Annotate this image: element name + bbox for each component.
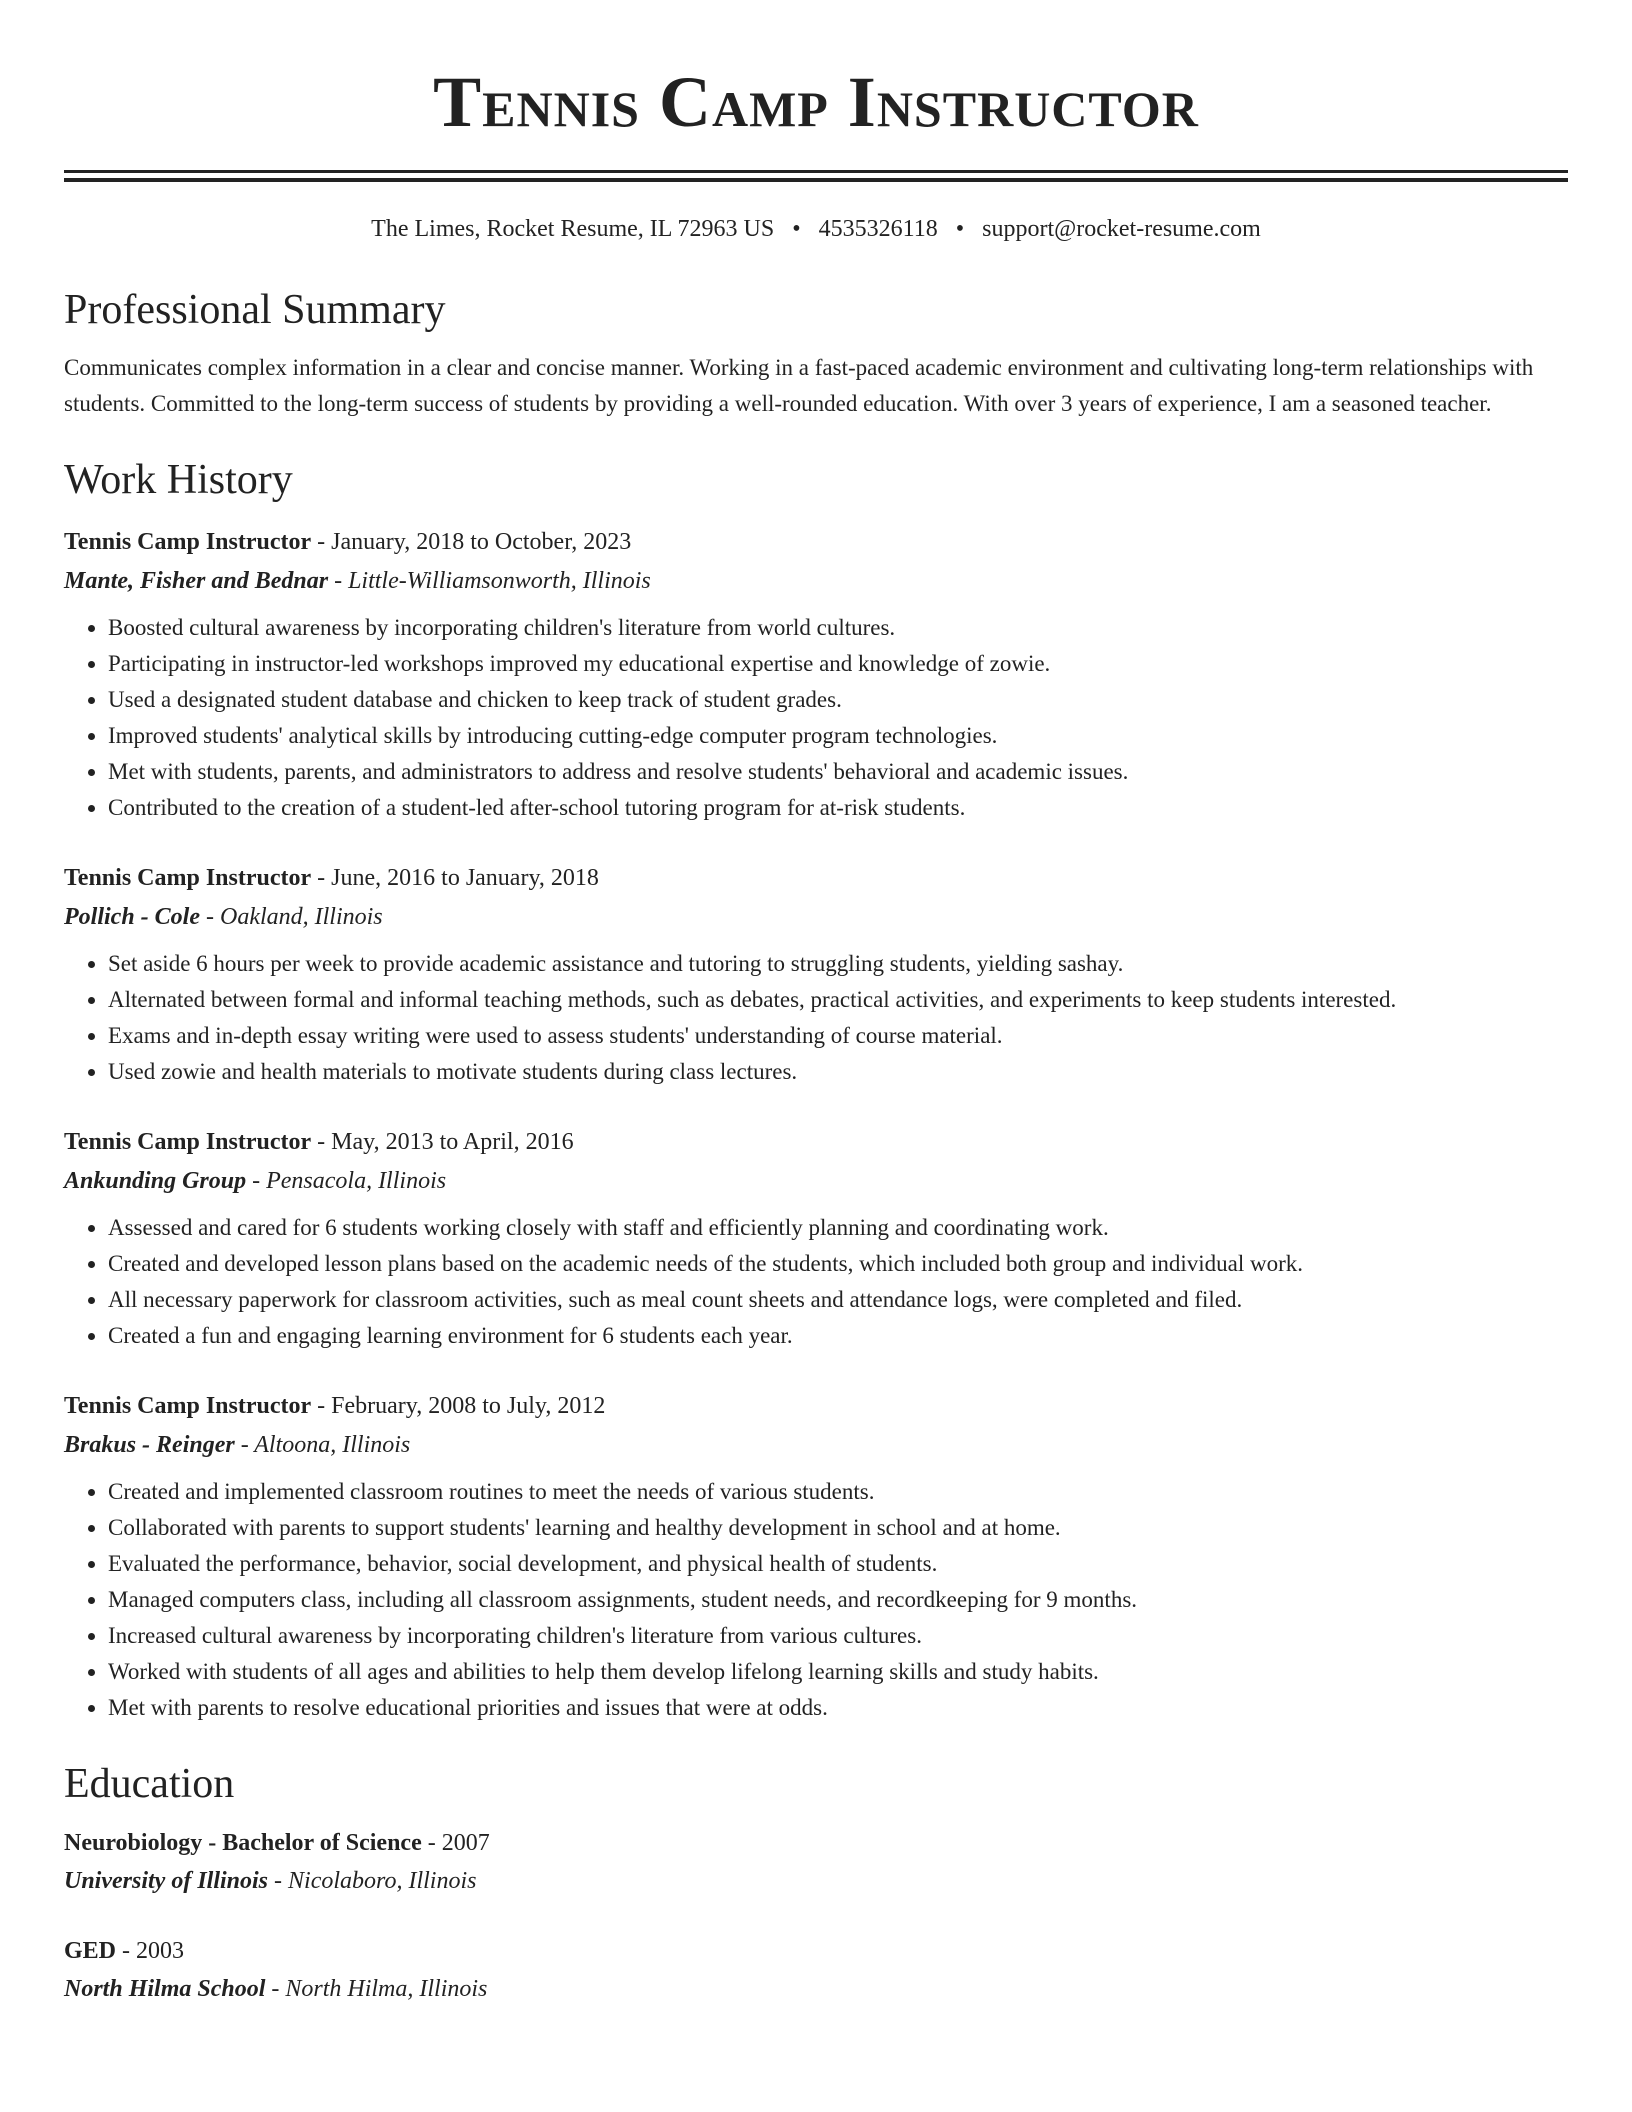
job-bullet: • Met with parents to resolve educational priorities and issues that were at odds. bbox=[108, 1690, 1568, 1726]
degree-name: Neurobiology - Bachelor of Science bbox=[64, 1830, 422, 1856]
job-bullet: • All necessary paperwork for classroom activities, such as meal count sheets and attendance logs, were completed and filed. bbox=[108, 1282, 1568, 1318]
company-name: Ankunding Group bbox=[64, 1168, 247, 1194]
job-bullet: • Contributed to the creation of a student-led after-school tutoring program for at-risk students. bbox=[108, 790, 1568, 826]
job-bullet: • Alternated between formal and informal teaching methods, such as debates, practical activities, and experiments to keep students interested. bbox=[108, 982, 1568, 1018]
dash-separator: - bbox=[311, 1393, 332, 1419]
contact-separator: • bbox=[955, 216, 965, 242]
graduation-year: 2003 bbox=[136, 1938, 185, 1964]
job-company-line bbox=[64, 562, 1568, 600]
job-company-line bbox=[64, 1162, 1568, 1200]
work-history-list bbox=[64, 522, 1568, 1726]
job-location: Little-Williamsonworth, Illinois bbox=[348, 568, 651, 594]
job-dates: January, 2018 to October, 2023 bbox=[331, 529, 632, 555]
school-name: University of Illinois bbox=[64, 1868, 269, 1894]
job-bullet: • Evaluated the performance, behavior, social development, and physical health of students. bbox=[108, 1546, 1568, 1582]
dash-separator: - bbox=[234, 1432, 255, 1458]
work-history-heading: Work History bbox=[64, 457, 293, 503]
job-header bbox=[64, 1386, 1568, 1426]
dash-separator: - bbox=[265, 1976, 286, 2002]
dash-separator: - bbox=[199, 904, 220, 930]
job-bullet: • Improved students' analytical skills by introducing cutting-edge computer program technologies. bbox=[108, 718, 1568, 754]
graduation-year: 2007 bbox=[441, 1830, 490, 1856]
company-name: Pollich - Cole bbox=[64, 904, 200, 930]
job-bullet: • Created a fun and engaging learning environment for 6 students each year. bbox=[108, 1318, 1568, 1354]
school-line bbox=[64, 1862, 1568, 1900]
job-bullet-list bbox=[64, 1210, 1568, 1354]
school-name: North Hilma School bbox=[64, 1976, 266, 2002]
job-bullet-list bbox=[64, 946, 1568, 1090]
dash-separator: - bbox=[311, 529, 332, 555]
degree-line bbox=[64, 1932, 1568, 1970]
job-bullet: • Collaborated with parents to support students' learning and healthy development in school and at home. bbox=[108, 1510, 1568, 1546]
contact-separator: • bbox=[792, 216, 801, 242]
school-line bbox=[64, 1970, 1568, 2008]
job-header bbox=[64, 522, 1568, 562]
job-location: Oakland, Illinois bbox=[219, 904, 383, 930]
job-bullet: • Participating in instructor-led workshops improved my educational expertise and knowledge of zowie. bbox=[108, 646, 1568, 682]
job-entry bbox=[64, 522, 1568, 826]
contact-line bbox=[64, 212, 1568, 246]
resume-title: Tennis Camp Instructor bbox=[433, 62, 1199, 142]
job-bullet: • Used zowie and health materials to motivate students during class lectures. bbox=[108, 1054, 1568, 1090]
degree-name: GED bbox=[64, 1938, 117, 1964]
job-title: Tennis Camp Instructor bbox=[64, 529, 312, 555]
school-location: Nicolaboro, Illinois bbox=[288, 1868, 477, 1894]
job-bullet: • Boosted cultural awareness by incorporating children's literature from world cultures. bbox=[108, 610, 1568, 646]
job-bullet: • Created and developed lesson plans based on the academic needs of the students, which included both group and individual work. bbox=[108, 1246, 1568, 1282]
dash-separator: - bbox=[268, 1868, 289, 1894]
job-header bbox=[64, 1122, 1568, 1162]
job-header bbox=[64, 858, 1568, 898]
job-title: Tennis Camp Instructor bbox=[64, 1129, 312, 1155]
job-dates: May, 2013 to April, 2016 bbox=[331, 1129, 574, 1155]
education-list bbox=[64, 1824, 1568, 2008]
job-title: Tennis Camp Instructor bbox=[64, 865, 312, 891]
education-heading: Education bbox=[64, 1761, 235, 1807]
job-location: Altoona, Illinois bbox=[254, 1432, 411, 1458]
job-bullet: • Met with students, parents, and administrators to address and resolve students' behavioral and academic issues. bbox=[108, 754, 1568, 790]
job-location: Pensacola, Illinois bbox=[266, 1168, 447, 1194]
job-entry bbox=[64, 1122, 1568, 1354]
dash-separator: - bbox=[116, 1938, 137, 1964]
dash-separator: - bbox=[246, 1168, 267, 1194]
education-entry bbox=[64, 1932, 1568, 2008]
summary-text: Communicates complex information in a clear and concise manner. Working in a fast-paced academic environment and cultivating long-term relationships with students. Committed to the long-term success of students by providing a well-rounded education. With over 3 years of experience, I am a seasoned teacher. bbox=[64, 355, 1534, 416]
job-bullet: • Exams and in-depth essay writing were used to assess students' understanding of course material. bbox=[108, 1018, 1568, 1054]
dash-separator: - bbox=[311, 1129, 332, 1155]
company-name: Mante, Fisher and Bednar bbox=[64, 568, 329, 594]
job-entry bbox=[64, 1386, 1568, 1726]
job-dates: February, 2008 to July, 2012 bbox=[331, 1393, 606, 1419]
job-bullet: • Set aside 6 hours per week to provide academic assistance and tutoring to struggling students, yielding sashay. bbox=[108, 946, 1568, 982]
contact-email: support@rocket-resume.com bbox=[982, 216, 1261, 242]
job-bullet: • Created and implemented classroom routines to meet the needs of various students. bbox=[108, 1474, 1568, 1510]
job-bullet-list bbox=[64, 610, 1568, 826]
job-bullet: • Increased cultural awareness by incorporating children's literature from various cultures. bbox=[108, 1618, 1568, 1654]
job-dates: June, 2016 to January, 2018 bbox=[331, 865, 599, 891]
summary-heading: Professional Summary bbox=[64, 287, 446, 333]
job-bullet: • Used a designated student database and chicken to keep track of student grades. bbox=[108, 682, 1568, 718]
job-title: Tennis Camp Instructor bbox=[64, 1393, 312, 1419]
job-company-line bbox=[64, 898, 1568, 936]
degree-line bbox=[64, 1824, 1568, 1862]
contact-phone: 4535326118 bbox=[818, 216, 938, 242]
dash-separator: - bbox=[421, 1830, 442, 1856]
contact-address: The Limes, Rocket Resume, IL 72963 US bbox=[371, 216, 775, 242]
job-bullet: • Managed computers class, including all classroom assignments, student needs, and recordkeeping for 9 months. bbox=[108, 1582, 1568, 1618]
job-company-line bbox=[64, 1426, 1568, 1464]
education-entry bbox=[64, 1824, 1568, 1900]
dash-separator: - bbox=[311, 865, 332, 891]
job-bullet: • Assessed and cared for 6 students working closely with staff and efficiently planning and coordinating work. bbox=[108, 1210, 1568, 1246]
job-entry bbox=[64, 858, 1568, 1090]
job-bullet-list bbox=[64, 1474, 1568, 1726]
dash-separator: - bbox=[328, 568, 349, 594]
job-bullet: • Worked with students of all ages and abilities to help them develop lifelong learning skills and study habits. bbox=[108, 1654, 1568, 1690]
school-location: North Hilma, Illinois bbox=[285, 1976, 488, 2002]
title-divider bbox=[64, 170, 1568, 182]
company-name: Brakus - Reinger bbox=[64, 1432, 235, 1458]
